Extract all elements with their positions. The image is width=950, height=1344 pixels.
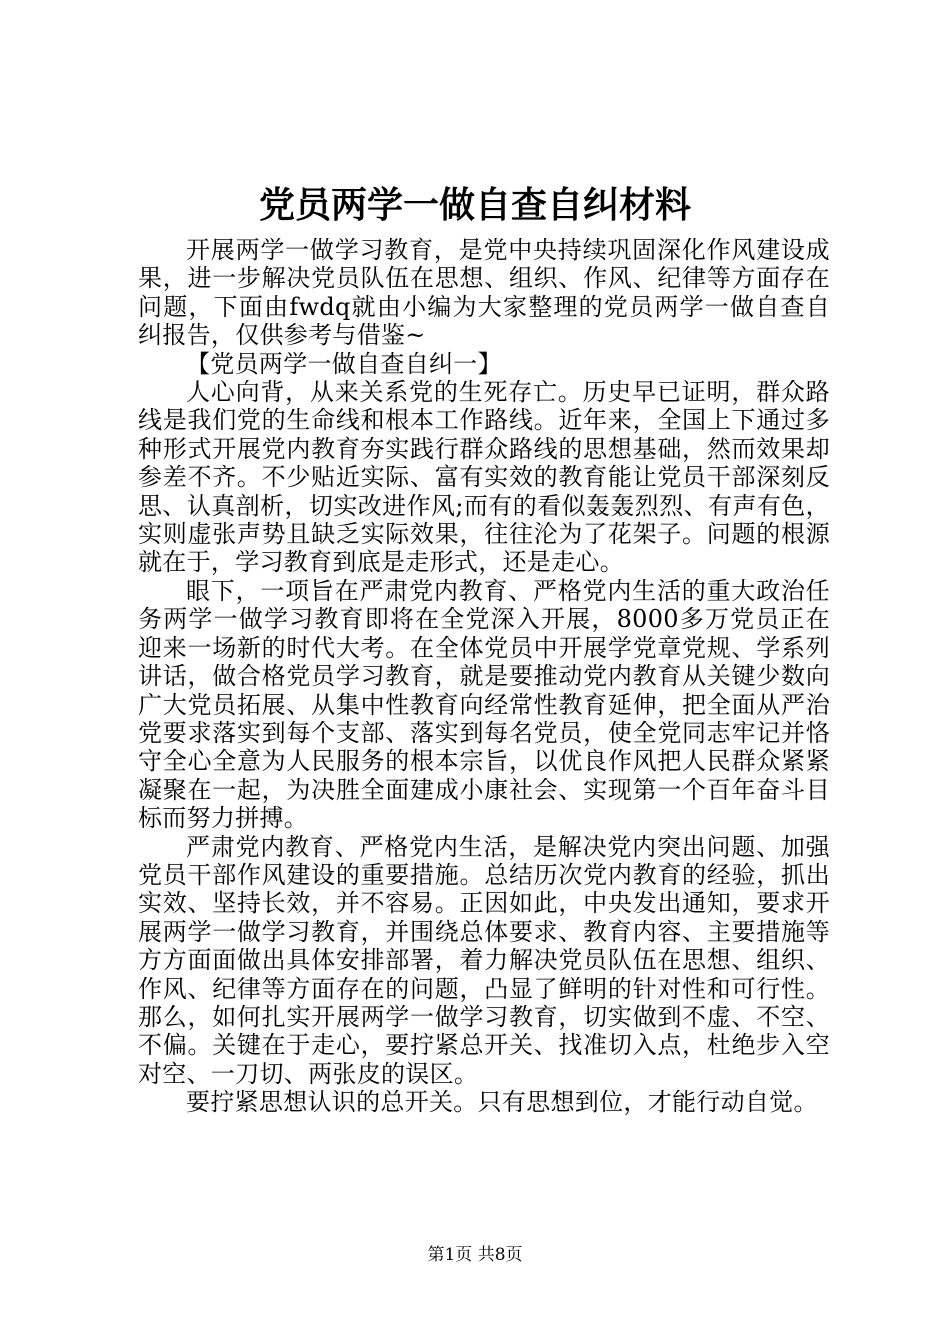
page-number-footer: 第1页 共8页 xyxy=(427,1245,523,1265)
intro-paragraph: 开展两学一做学习教育，是党中央持续巩固深化作风建设成果，进一步解决党员队伍在思想、组织、作风、纪律等方面存在问题，下面由fwdq就由小编为大家整理的党员两学一做自查自纠报告，仅供参考与借鉴~ xyxy=(138,236,830,350)
document-body xyxy=(138,236,830,1117)
page-title: 党员两学一做自查自纠材料 xyxy=(258,185,691,226)
section-heading: 【党员两学一做自查自纠一】 xyxy=(186,349,502,378)
body-paragraph: 严肃党内教育、严格党内生活，是解决党内突出问题、加强党员干部作风建设的重要措施。总结历次党内教育的经验，抓出实效、坚持长效，并不容易。正因如此，中央发出通知，要求开展两学一做学习教育，并围绕总体要求、教育内容、主要措施等方方面面做出具体安排部署，着力解决党员队伍在思想、组织、作风、纪律等方面存在的问题，凸显了鲜明的针对性和可行性。那么，如何扎实开展两学一做学习教育，切实做到不虚、不空、不偏。关键在于走心，要拧紧总开关、找准切入点，杜绝步入空对空、一刀切、两张皮的误区。 xyxy=(138,832,830,1088)
body-paragraph: 眼下，一项旨在严肃党内教育、严格党内生活的重大政治任务两学一做学习教育即将在全党深入开展，8000多万党员正在迎来一场新的时代大考。在全体党员中开展学党章党规、学系列讲话，做合格党员学习教育，就是要推动党内教育从关键少数向广大党员拓展、从集中性教育向经常性教育延伸，把全面从严治党要求落实到每个支部、落实到每名党员，使全党同志牢记并恪守全心全意为人民服务的根本宗旨，以优良作风把人民群众紧紧凝聚在一起，为决胜全面建成小康社会、实现第一个百年奋斗目标而努力拼搏。 xyxy=(138,576,830,833)
body-paragraph: 人心向背，从来关系党的生死存亡。历史早已证明，群众路线是我们党的生命线和根本工作路线。近年来，全国上下通过多种形式开展党内教育夯实践行群众路线的思想基础，然而效果却参差不齐。不少贴近实际、富有实效的教育能让党员干部深刻反思、认真剖析，切实改进作风;而有的看似轰轰烈烈、有声有色，实则虚张声势且缺乏实际效果，往往沦为了花架子。问题的根源就在于，学习教育到底是走形式，还是走心。 xyxy=(138,378,830,577)
body-paragraph: 要拧紧思想认识的总开关。只有思想到位，才能行动自觉。 xyxy=(186,1088,818,1117)
